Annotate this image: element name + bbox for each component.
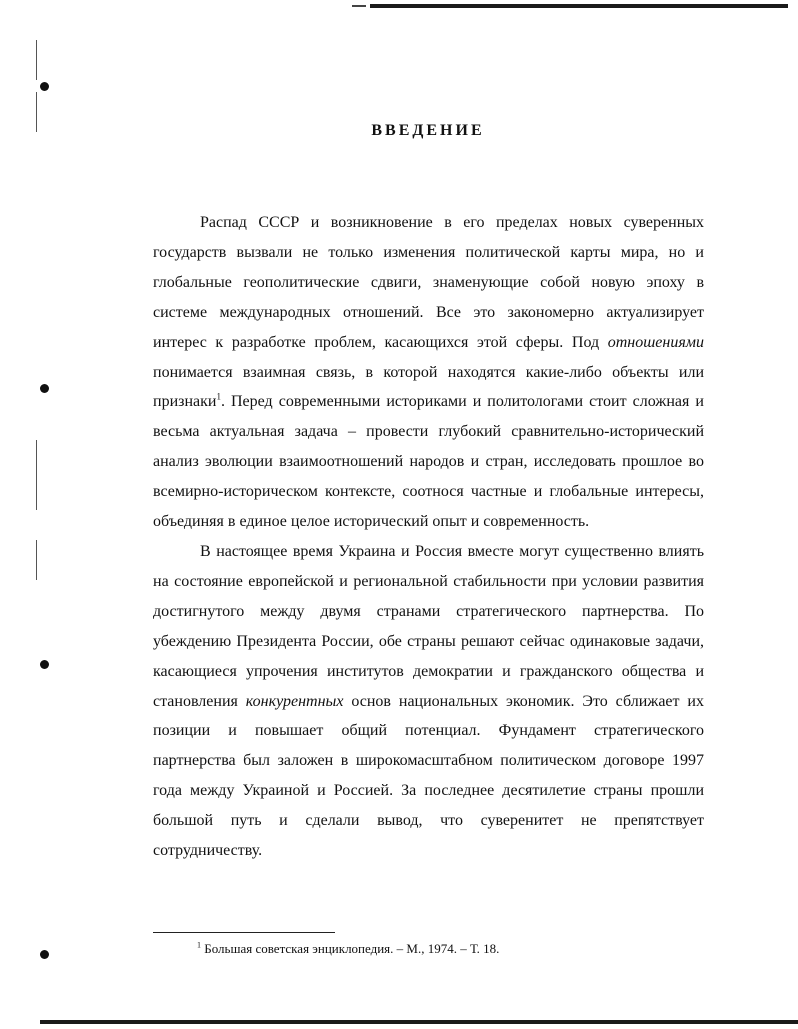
footnote-text: Большая советская энциклопедия. – М., 1974. – Т. 18. [201,941,500,956]
paragraph-1 [153,208,704,537]
margin-rule-2 [36,92,37,132]
paragraph-1-text-a: Распад СССР и возникновение в его пределах новых суверенных государств вызвали не только изменения политической карты мира, но и глобальные геополитические сдвиги, знаменующие собой новую эпоху в системе международных отношений. Все это закономерно актуализирует интерес к разработке проблем, касающихся этой сферы. Под [153,214,704,351]
footnote-reference[interactable]: 1 [216,392,221,403]
binder-hole-icon [40,950,49,959]
paragraph-2-text-b: основ национальных экономик. Это сближает их позиции и повышает общий потенциал. Фундамент стратегического партнерства был заложен в широкомасштабном политическом договоре 1997 года между Украиной и Россией. За последнее десятилетие страны прошли большой путь и сделали вывод, что суверенитет не препятствует сотрудничеству. [153,692,704,860]
footnote-number: 1 [197,940,201,950]
scan-edge-top [370,4,788,8]
binder-hole-icon [40,384,49,393]
main-text [153,208,704,866]
page-title: ВВЕДЕНИЕ [371,122,485,139]
margin-rule-4 [36,540,37,580]
emphasis-term: отношениями [607,333,704,351]
scan-edge-top-fragment [352,5,366,7]
paragraph-2 [153,537,704,866]
margin-rule-3 [36,440,37,510]
paragraph-1-text-c: . Перед современными историками и политологами стоит сложная и весьма актуальная задача – провести глубокий сравнительно-исторический анализ эволюции взаимоотношений народов и стран, исследовать прошлое во всемирно-историческом контексте, соотнося частные и глобальные интересы, объединяя в единое целое исторический опыт и современность. [153,393,704,531]
paragraph-2-text-a: В настоящее время Украина и Россия вместе могут существенно влиять на состояние европейской и региональной стабильности при условии развития достигнутого между двумя странами стратегического партнерства. По убеждению Президента России, обе страны решают сейчас одинаковые задачи, касающиеся упрочения институтов демократии и гражданского общества и становления [153,542,704,710]
scan-edge-bottom [40,1020,798,1024]
emphasis-term: конкурентных [245,692,344,710]
binder-hole-icon [40,660,49,669]
paragraph-1-text-b: понимается взаимная связь, в которой находятся какие-либо объекты или признаки [153,363,704,411]
binder-hole-icon [40,82,49,91]
footnote [197,940,697,958]
footnote-divider [153,932,335,933]
margin-rule-1 [36,40,37,80]
